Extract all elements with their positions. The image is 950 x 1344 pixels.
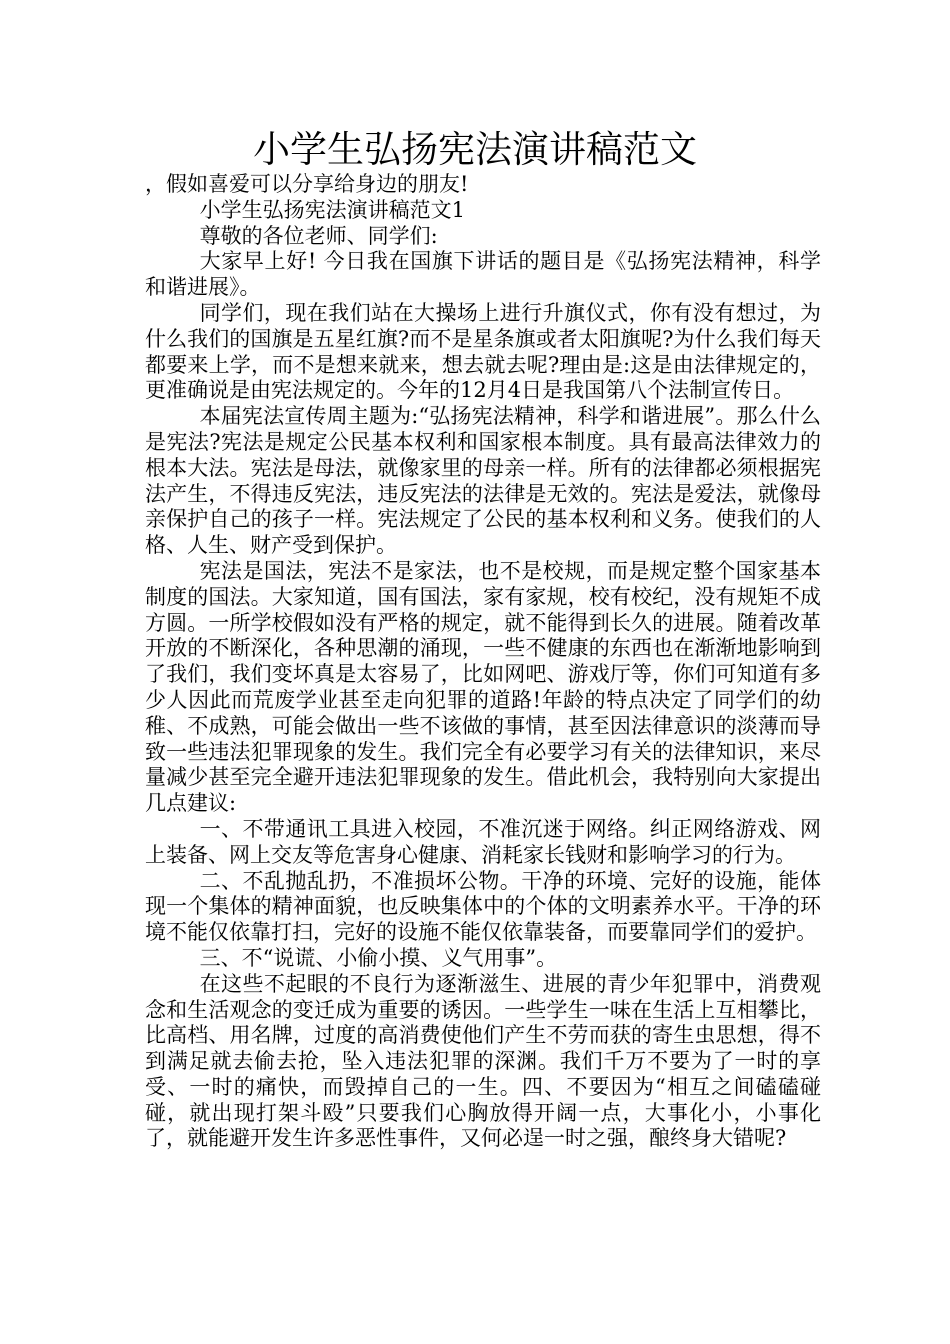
paragraph: 小学生弘扬宪法演讲稿范文1 — [199, 197, 465, 222]
paragraph: 三、不“说谎、小偷小摸、义气用事”。 — [199, 945, 558, 970]
paragraph: 二、不乱抛乱扔，不准损坏公物。干净的环境、完好的设施，能体现一个集体的精神面貌，也反映集体中的个体的文明素养水平。干净的环境不能仅依靠打扫，完好的设施不能仅依靠装备，而要靠同学们的爱护。 — [145, 868, 821, 945]
paragraph: 尊敬的各位老师、同学们: — [199, 223, 438, 248]
paragraph: 一、不带通讯工具进入校园，不准沉迷于网络。纠正网络游戏、网上装备、网上交友等危害身心健康、消耗家长钱财和影响学习的行为。 — [145, 816, 821, 867]
paragraph: 在这些不起眼的不良行为逐渐滋生、进展的青少年犯罪中，消费观念和生活观念的变迁成为重要的诱因。一些学生一味在生活上互相攀比，比高档、用名牌，过度的高消费使他们产生不劳而获的寄生虫思想，得不到满足就去偷去抢，坠入违法犯罪的深渊。我们千万不要为了一时的享受、一时的痛快，而毁掉自己的一生。四、不要因为“相互之间磕磕碰碰，就出现打架斗殴”只要我们心胸放得开阔一点，大事化小，小事化了，就能避开发生许多恶性事件，又何必逞一时之强，酿终身大错呢? — [145, 971, 821, 1151]
paragraph: ，假如喜爱可以分享给身边的朋友! — [145, 172, 469, 196]
paragraph: 宪法是国法，宪法不是家法，也不是校规，而是规定整个国家基本制度的国法。大家知道，国有国法，家有家规，校有校纪，没有规矩不成方圆。一所学校假如没有严格的规定，就不能得到长久的进展。随着改革开放的不断深化，各种思潮的涌现，一些不健康的东西也在渐渐地影响到了我们，我们变坏真是太容易了，比如网吧、游戏厅等，你们可知道有多少人因此而荒废学业甚至走向犯罪的道路!年龄的特点决定了同学们的幼稚、不成熟，可能会做出一些不该做的事情，甚至因法律意识的淡薄而导致一些违法犯罪现象的发生。我们完全有必要学习有关的法律知识，来尽量减少甚至完全避开违法犯罪现象的发生。借此机会，我特别向大家提出几点建议: — [145, 558, 821, 816]
document-title: 小学生弘扬宪法演讲稿范文 — [253, 128, 697, 171]
paragraph: 大家早上好! 今日我在国旗下讲话的题目是《弘扬宪法精神，科学和谐进展》。 — [145, 249, 821, 300]
paragraph: 本届宪法宣传周主题为:“弘扬宪法精神，科学和谐进展”。那么什么是宪法?宪法是规定公民基本权利和国家根本制度。具有最高法律效力的根本大法。宪法是母法，就像家里的母亲一样。所有的法律都必须根据宪法产生，不得违反宪法，违反宪法的法律是无效的。宪法是爱法，就像母亲保护自己的孩子一样。宪法规定了公民的基本权利和义务。使我们的人格、人生、财产受到保护。 — [145, 404, 821, 558]
paragraph: 同学们，现在我们站在大操场上进行升旗仪式，你有没有想过，为什么我们的国旗是五星红旗?而不是星条旗或者太阳旗呢?为什么我们每天都要来上学，而不是想来就来，想去就去呢?理由是:这是由法律规定的，更准确说是由宪法规定的。今年的12月4日是我国第八个法制宣传日。 — [145, 300, 821, 403]
document-body — [145, 172, 821, 1152]
